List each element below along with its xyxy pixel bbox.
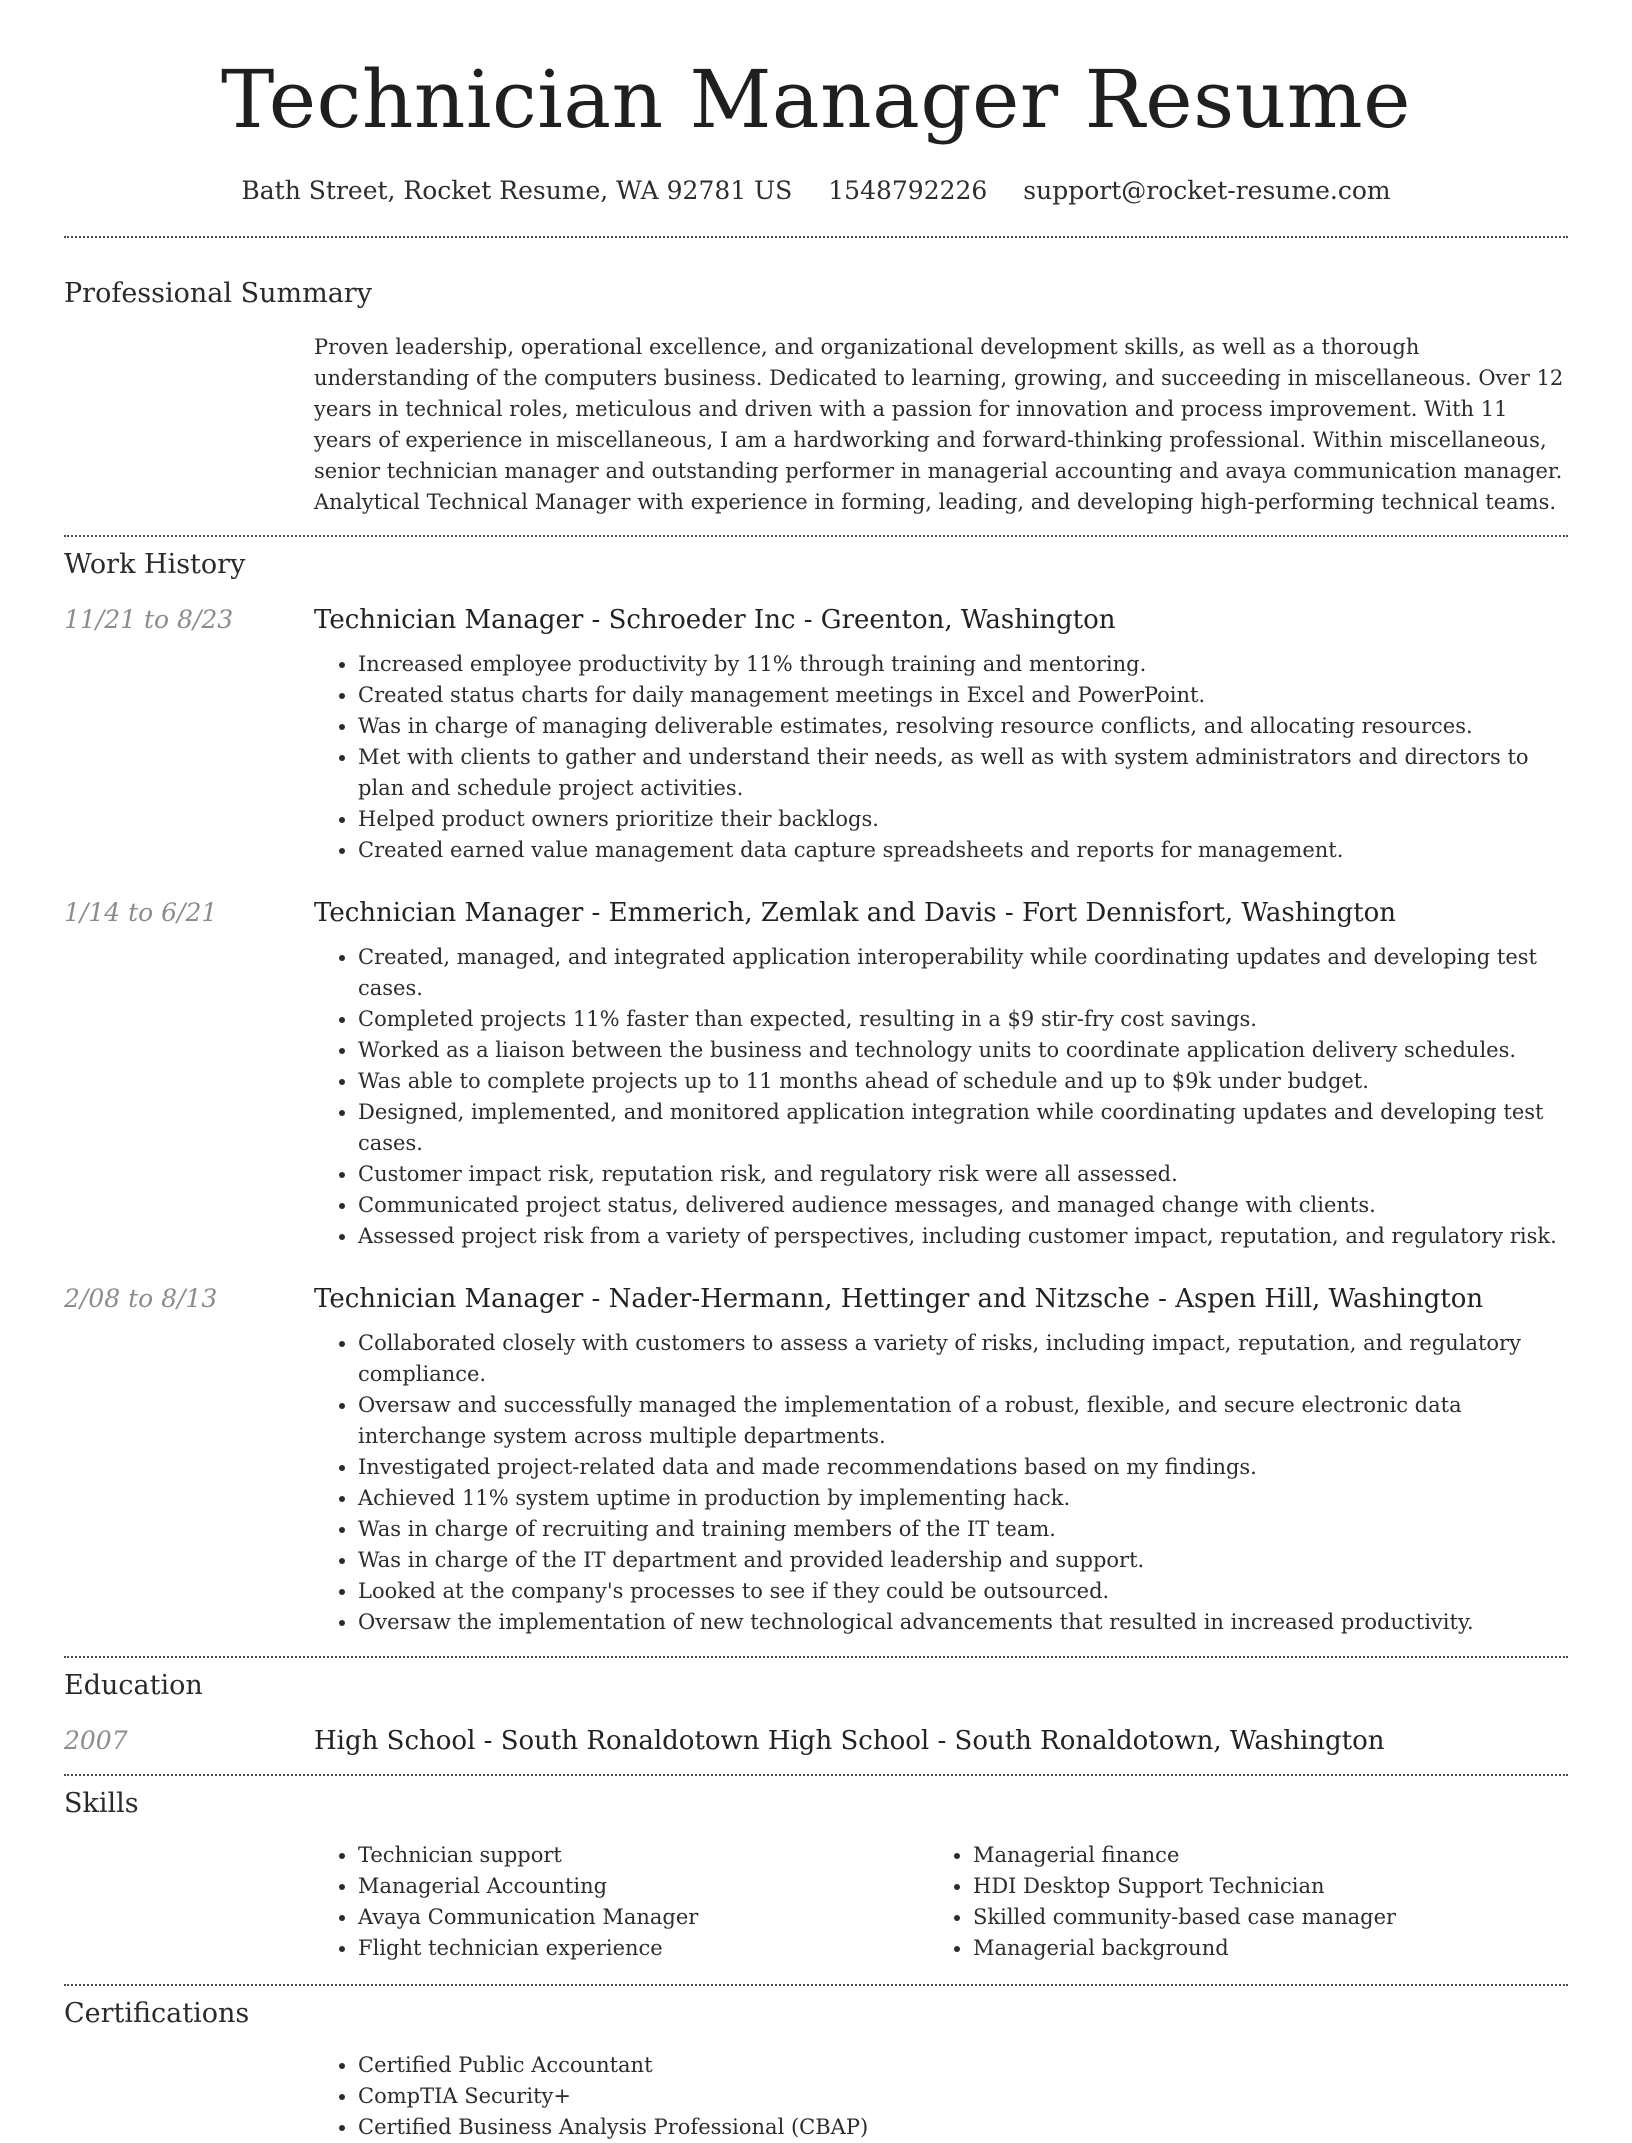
list-item: • Customer impact risk, reputation risk, and regulatory risk were all assessed. [358, 1159, 1568, 1190]
section-title-work: Work History [64, 549, 246, 580]
resume-title: Technician Manager Resume [221, 53, 1411, 146]
skills-list-2 [929, 1840, 1544, 1964]
list-item: • Skilled community-based case manager [973, 1902, 1544, 1933]
skills-list-1 [314, 1840, 929, 1964]
list-item: • Helped product owners prioritize their backlogs. [358, 804, 1568, 835]
list-item: • HDI Desktop Support Technician [973, 1871, 1544, 1902]
job-heading: Technician Manager - Schroeder Inc - Greenton, Washington [314, 605, 1116, 635]
job-bullets [314, 942, 1568, 1252]
list-item: • Investigated project-related data and made recommendations based on my findings. [358, 1452, 1568, 1483]
list-item: • Collaborated closely with customers to assess a variety of risks, including impact, reputation, and regulatory compliance. [358, 1328, 1568, 1390]
education-section [64, 1658, 1568, 1758]
contact-address: Bath Street, Rocket Resume, WA 92781 US [241, 176, 793, 205]
list-item: • CompTIA Security+ [358, 2081, 1568, 2112]
job-dates: 2/08 to 8/13 [64, 1284, 218, 1313]
list-item: • Created status charts for daily management meetings in Excel and PowerPoint. [358, 680, 1568, 711]
list-item: • Oversaw and successfully managed the implementation of a robust, flexible, and secure electronic data interchange system across multiple departments. [358, 1390, 1568, 1452]
list-item: • Met with clients to gather and understand their needs, as well as with system administrators and directors to plan and schedule project activities. [358, 742, 1568, 804]
section-title-summary: Professional Summary [64, 278, 372, 309]
job-dates: 11/21 to 8/23 [64, 605, 234, 634]
list-item: • Worked as a liaison between the business and technology units to coordinate application delivery schedules. [358, 1035, 1568, 1066]
job-entry [64, 1282, 1568, 1638]
list-item: • Flight technician experience [358, 1933, 929, 1964]
section-title-certifications: Certifications [64, 1998, 250, 2029]
job-bullets [314, 649, 1568, 866]
resume-header [64, 0, 1568, 208]
summary-text: Proven leadership, operational excellence, and organizational development skills, as well as a thorough understanding of the computers business. Dedicated to learning, growing, and succeeding in miscellaneous. Over 12 years in technical roles, meticulous and driven with a passion for innovation and process improvement. With 11 years of experience in miscellaneous, I am a hardworking and forward-thinking professional. Within miscellaneous, senior technician manager and outstanding performer in managerial accounting and avaya communication manager. Analytical Technical Manager with experience in forming, leading, and developing high-performing technical teams. [314, 335, 1564, 514]
job-heading: Technician Manager - Nader-Hermann, Hettinger and Nitzsche - Aspen Hill, Washington [314, 1284, 1484, 1314]
list-item: • Communicated project status, delivered audience messages, and managed change with clients. [358, 1190, 1568, 1221]
list-item: • Looked at the company's processes to see if they could be outsourced. [358, 1576, 1568, 1607]
certifications-section [64, 1986, 1568, 2143]
list-item: • Assessed project risk from a variety of perspectives, including customer impact, reputation, and regulatory risk. [358, 1221, 1568, 1252]
job-dates: 1/14 to 6/21 [64, 898, 218, 927]
list-item: • Was able to complete projects up to 11 months ahead of schedule and up to $9k under budget. [358, 1066, 1568, 1097]
list-item: • Achieved 11% system uptime in production by implementing hack. [358, 1483, 1568, 1514]
job-bullets [314, 1328, 1568, 1638]
job-entry [64, 603, 1568, 866]
job-heading: Technician Manager - Emmerich, Zemlak and Davis - Fort Dennisfort, Washington [314, 898, 1397, 928]
skills-section [64, 1776, 1568, 1964]
section-title-education: Education [64, 1670, 203, 1701]
list-item: • Was in charge of recruiting and training members of the IT team. [358, 1514, 1568, 1545]
list-item: • Completed projects 11% faster than expected, resulting in a $9 stir-fry cost savings. [358, 1004, 1568, 1035]
education-year: 2007 [64, 1726, 128, 1755]
contact-phone: 1548792226 [828, 176, 988, 205]
list-item: • Certified Business Analysis Professional (CBAP) [358, 2112, 1568, 2143]
list-item: • Technician support [358, 1840, 929, 1871]
summary-section [64, 238, 1568, 518]
list-item: • Was in charge of the IT department and provided leadership and support. [358, 1545, 1568, 1576]
job-entry [64, 896, 1568, 1252]
education-heading: High School - South Ronaldotown High School - South Ronaldotown, Washington [314, 1726, 1385, 1756]
section-title-skills: Skills [64, 1788, 139, 1819]
certifications-list [314, 2050, 1568, 2143]
list-item: • Increased employee productivity by 11% through training and mentoring. [358, 649, 1568, 680]
list-item: • Managerial finance [973, 1840, 1544, 1871]
list-item: • Created, managed, and integrated application interoperability while coordinating updates and developing test cases. [358, 942, 1568, 1004]
contact-email: support@rocket-resume.com [1023, 176, 1391, 205]
list-item: • Certified Public Accountant [358, 2050, 1568, 2081]
list-item: • Managerial Accounting [358, 1871, 929, 1902]
list-item: • Oversaw the implementation of new technological advancements that resulted in increased productivity. [358, 1607, 1568, 1638]
list-item: • Was in charge of managing deliverable estimates, resolving resource conflicts, and allocating resources. [358, 711, 1568, 742]
work-section [64, 537, 1568, 1638]
list-item: • Designed, implemented, and monitored application integration while coordinating updates and developing test cases. [358, 1097, 1568, 1159]
list-item: • Avaya Communication Manager [358, 1902, 929, 1933]
list-item: • Managerial background [973, 1933, 1544, 1964]
list-item: • Created earned value management data capture spreadsheets and reports for management. [358, 835, 1568, 866]
contact-line [64, 174, 1568, 208]
